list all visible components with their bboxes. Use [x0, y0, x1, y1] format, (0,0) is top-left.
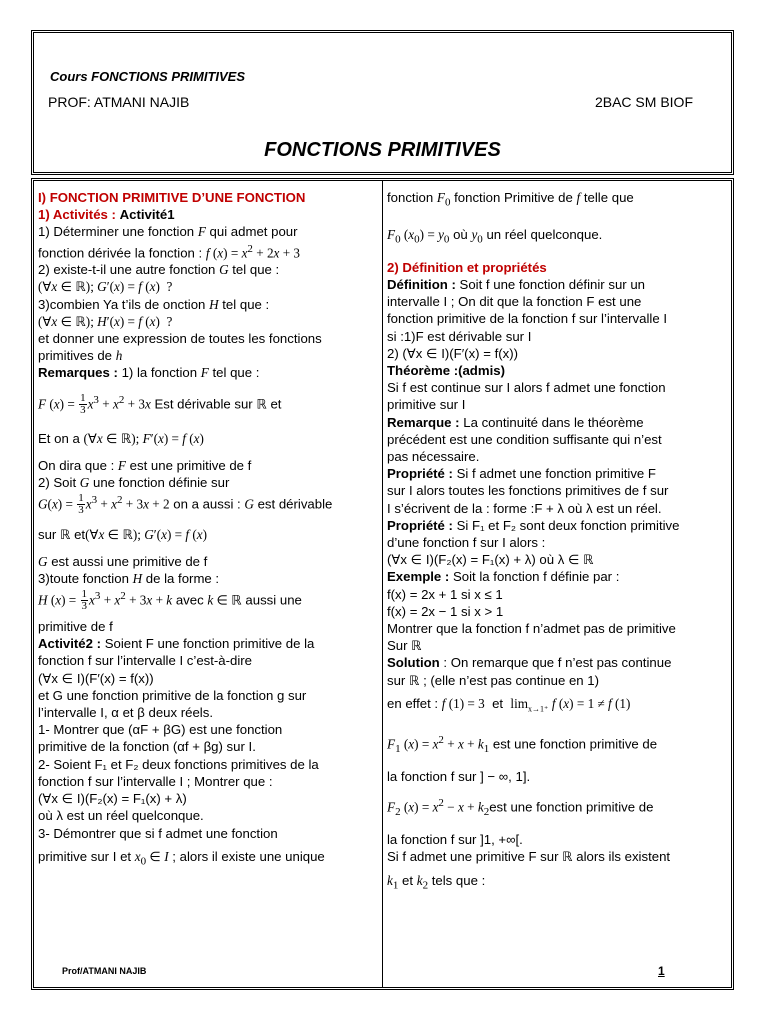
remarque: Remarque : La continuité dans le théorème: [387, 414, 644, 430]
course-label: Cours FONCTIONS PRIMITIVES: [50, 69, 246, 84]
propriete-1: Propriété : Si f admet une fonction primitive F: [387, 466, 656, 482]
soit-G: 2) Soit G une fonction définie sur: [38, 475, 230, 491]
formula-Gprime: sur ℝ et(∀x ∈ ℝ); G′(x) = f (x): [38, 527, 208, 543]
activite2-line: fonction f sur l’intervalle I c’est-à-dire: [38, 653, 253, 669]
question-2-formula: (∀x ∈ ℝ); G′(x) = f (x) ?: [38, 279, 173, 295]
remarque-line: précédent est une condition suffisante qui n’est: [387, 431, 662, 447]
formula-G: G(x) = $\frac{1}{3}$ $x^3 + x^2 + 3x + 2$ on a aussi : G est dérivable: [38, 492, 333, 517]
propriete-2: Propriété : Si F₁ et F₂ sont deux fonction primitive: [387, 517, 680, 533]
primitive-f: primitive de f: [38, 619, 113, 635]
definition-heading: 2) Définition et propriétés: [387, 259, 547, 275]
propriete-line: sur I alors toutes les fonctions primitives de f sur: [387, 483, 669, 499]
formula-Fprime: Et on a (∀x ∈ ℝ); F′(x) = f (x): [38, 431, 204, 447]
conclusion-line: Si f admet une primitive F sur ℝ alors ils existent: [387, 849, 671, 865]
activite2-line: 2- Soient F₁ et F₂ deux fonctions primitives de la: [38, 756, 319, 772]
theorem-line: Si f est continue sur I alors f admet une fonction: [387, 380, 666, 396]
theorem-line: primitive sur I: [387, 397, 466, 413]
activite2-line: 3- Démontrer que si f admet une fonction: [38, 825, 278, 841]
formula-H: H (x) = $\frac{1}{3}$ $x^3 + x^2 + 3x + k$ avec k ∈ ℝ aussi une: [38, 588, 302, 613]
F1-line: la fonction f sur ] − ∞, 1].: [387, 768, 531, 784]
activite2-line: (∀x ∈ I)(F₂(x) = F₁(x) + λ): [38, 791, 187, 807]
question-2: 2) existe-t-il une autre fonction G tel que :: [38, 262, 280, 278]
remarques: Remarques : 1) la fonction F tel que :: [38, 365, 260, 381]
on-dira: On dira que : F est une primitive de f: [38, 458, 252, 474]
formula-F: F (x) = $\frac{1}{3}$ $x^3 + x^2 + 3x$ Est dérivable sur ℝ et: [38, 392, 282, 417]
activite2-line: (∀x ∈ I)(F′(x) = f(x)): [38, 670, 154, 686]
question-1-formula: fonction dérivée la fonction : f $(x) = x^2 + 2x + 3$: [38, 242, 301, 260]
definition-line: fonction primitive de la fonction f sur l’intervalle I: [387, 311, 667, 327]
F2-formula: $F_2$ $(x) = x^2 - x + k_2est$ une fonction primitive de: [387, 797, 654, 819]
definition-line: 2) (∀x ∈ I)(F′(x) = f(x)): [387, 345, 519, 361]
continuation-line: fonction $F_0$ fonction Primitive de f telle que: [387, 190, 634, 209]
left-column: [38, 189, 380, 871]
propriete-line: d’une fonction f sur I alors :: [387, 534, 546, 550]
page-number: 1: [658, 964, 665, 978]
header-box: [31, 30, 734, 175]
toute-fonction: 3)toute fonction H de la forme :: [38, 571, 220, 587]
prof-label: PROF: ATMANI NAJIB: [48, 94, 190, 110]
question-3-text: et donner une expression de toutes les fonctions primitives de h: [38, 331, 322, 364]
exemple-line: Montrer que la fonction f n’admet pas de primitive: [387, 620, 676, 636]
exemple-line: f(x) = 2x + 1 si x ≤ 1: [387, 586, 503, 602]
question-3-formula: (∀x ∈ ℝ); H′(x) = f (x) ?: [38, 313, 173, 329]
page-title: FONCTIONS PRIMITIVES: [264, 139, 501, 161]
propriete-line: I s’écrivent de la : forme :F + λ où λ est un réel.: [387, 500, 662, 516]
definition-line: intervalle I ; On dit que la fonction F est une: [387, 294, 642, 310]
exemple-line: f(x) = 2x − 1 si x > 1: [387, 603, 504, 619]
propriete-line: (∀x ∈ I)(F₂(x) = F₁(x) + λ) où λ ∈ ℝ: [387, 552, 594, 568]
activite2-line: l’intervalle I, α et β deux réels.: [38, 705, 213, 721]
G-primitive: G est aussi une primitive de f: [38, 554, 208, 570]
activite2-line: et G une fonction primitive de la fonction g sur: [38, 687, 307, 703]
condition-F0: $F_0$ $(x_0) = y_0$ où $y_0$ un réel quelconque.: [387, 226, 603, 246]
F2-line: la fonction f sur ]1, +∞[.: [387, 832, 523, 848]
activite2-line: 1- Montrer que (αF + βG) est une fonction: [38, 722, 283, 738]
activite2-line: fonction f sur l’intervalle I ; Montrer que :: [38, 773, 273, 789]
activite2: Activité2 : Soient F une fonction primitive de la: [38, 636, 315, 652]
activites-heading: 1) Activités : Activité1: [38, 207, 175, 223]
F1-formula: $F_1$ $(x) = x^2 + x + k_1$ est une fonction primitive de: [387, 733, 658, 755]
activite2-line: où λ est un réel quelconque.: [38, 808, 204, 824]
activite2-last: primitive sur I et $x_0$ ∈ I ; alors il existe une unique: [38, 848, 325, 868]
right-column: [387, 189, 731, 895]
column-divider: [382, 181, 383, 987]
theorem-heading: Théorème :(admis): [387, 362, 505, 378]
definition: Définition : Soit f une fonction définir sur un: [387, 276, 645, 292]
class-label: 2BAC SM BIOF: [594, 94, 693, 110]
solution-limit: en effet : f (1) = 3 et $\lim_{x\to 1^+} f$ (x) = 1 ≠ f (1): [387, 695, 631, 714]
activite2-line: primitive de la fonction (αf + βg) sur I.: [38, 739, 256, 755]
definition-line: si :1)F est dérivable sur I: [387, 328, 532, 344]
question-3: 3)combien Ya t’ils de onction H tel que :: [38, 296, 270, 312]
question-1: 1) Déterminer une fonction F qui admet pour: [38, 224, 298, 240]
remarque-line: pas nécessaire.: [387, 448, 480, 464]
constants-line: $k_1$ et $k_2$ tels que :: [387, 872, 486, 892]
solution-line: sur ℝ ; (elle n’est pas continue en 1): [387, 672, 600, 688]
exemple: Exemple : Soit la fonction f définie par :: [387, 569, 620, 585]
footer-author: Prof/ATMANI NAJIB: [62, 966, 147, 976]
exemple-line: Sur ℝ: [387, 638, 422, 654]
content-box: [31, 178, 734, 990]
document-page: [30, 30, 736, 990]
solution: Solution : On remarque que f n’est pas continue: [387, 655, 672, 671]
section-heading: I) FONCTION PRIMITIVE D’UNE FONCTION: [38, 190, 306, 205]
